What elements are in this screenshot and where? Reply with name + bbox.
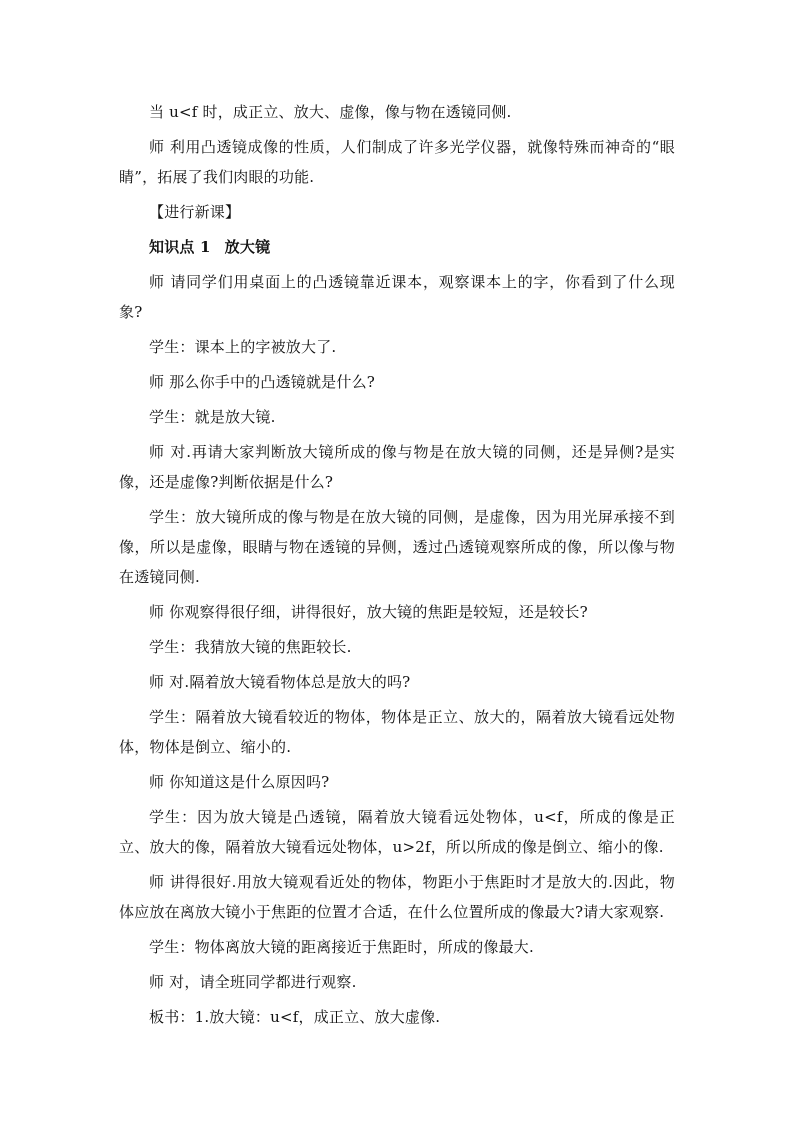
- dialogue-line: 师 对.再请大家判断放大镜所成的像与物是在放大镜的同侧，还是异侧?是实像，还是虚像?判断依据是什么?: [119, 443, 675, 491]
- dialogue-line: 学生：就是放大镜.: [149, 408, 276, 426]
- dialogue-line: 师 对.隔着放大镜看物体总是放大的吗?: [149, 673, 411, 691]
- dialogue-line: 学生：放大镜所成的像与物是在放大镜的同侧，是虚像，因为用光屏承接不到像，所以是虚像，眼睛与物在透镜的异侧，透过凸透镜观察所成的像，所以像与物在透镜同侧.: [119, 508, 675, 586]
- paragraph-teacher-intro: 师 利用凸透镜成像的性质，人们制成了许多光学仪器，就像特殊而神奇的“眼睛”，拓展了我们肉眼的功能.: [119, 138, 675, 186]
- dialogue-line: 师 请同学们用桌面上的凸透镜靠近课本，观察课本上的字，你看到了什么现象?: [119, 273, 675, 321]
- dialogue-line: 师 你知道这是什么原因吗?: [149, 773, 330, 791]
- dialogue-line: 师 你观察得很仔细，讲得很好，放大镜的焦距是较短，还是较长?: [149, 603, 588, 621]
- dialogue-line: 学生：因为放大镜是凸透镜，隔着放大镜看远处物体，u<f，所成的像是正立、放大的像，隔着放大镜看远处物体，u>2f，所以所成的像是倒立、缩小的像.: [119, 808, 675, 856]
- knowledge-point-title: 放大镜: [224, 238, 271, 256]
- dialogue-line: 学生：物体离放大镜的距离接近于焦距时，所成的像最大.: [149, 938, 534, 956]
- dialogue-line: 师 那么你手中的凸透镜就是什么?: [149, 373, 376, 391]
- knowledge-point-heading: [119, 232, 675, 262]
- dialogue-line: 学生：隔着放大镜看较近的物体，物体是正立、放大的，隔着放大镜看远处物体，物体是倒立、缩小的.: [119, 708, 675, 756]
- dialogue-line: 学生：课本上的字被放大了.: [149, 338, 337, 356]
- knowledge-point-number: 知识点 1: [149, 238, 211, 256]
- dialogue-line: 师 讲得很好.用放大镜观看近处的物体，物距小于焦距时才是放大的.因此，物体应放在离放大镜小于焦距的位置才合适，在什么位置所成的像最大?请大家观察.: [119, 873, 675, 921]
- paragraph-condition: 当 u<f 时，成正立、放大、虚像，像与物在透镜同侧.: [149, 103, 512, 121]
- dialogue-line: 师 对，请全班同学都进行观察.: [149, 973, 357, 991]
- document-body: [119, 97, 675, 1037]
- section-marker: 【进行新课】: [149, 203, 241, 221]
- dialogue-line: 学生：我猜放大镜的焦距较长.: [149, 638, 352, 656]
- board-note: 板书：1.放大镜：u<f，成正立、放大虚像.: [149, 1008, 441, 1026]
